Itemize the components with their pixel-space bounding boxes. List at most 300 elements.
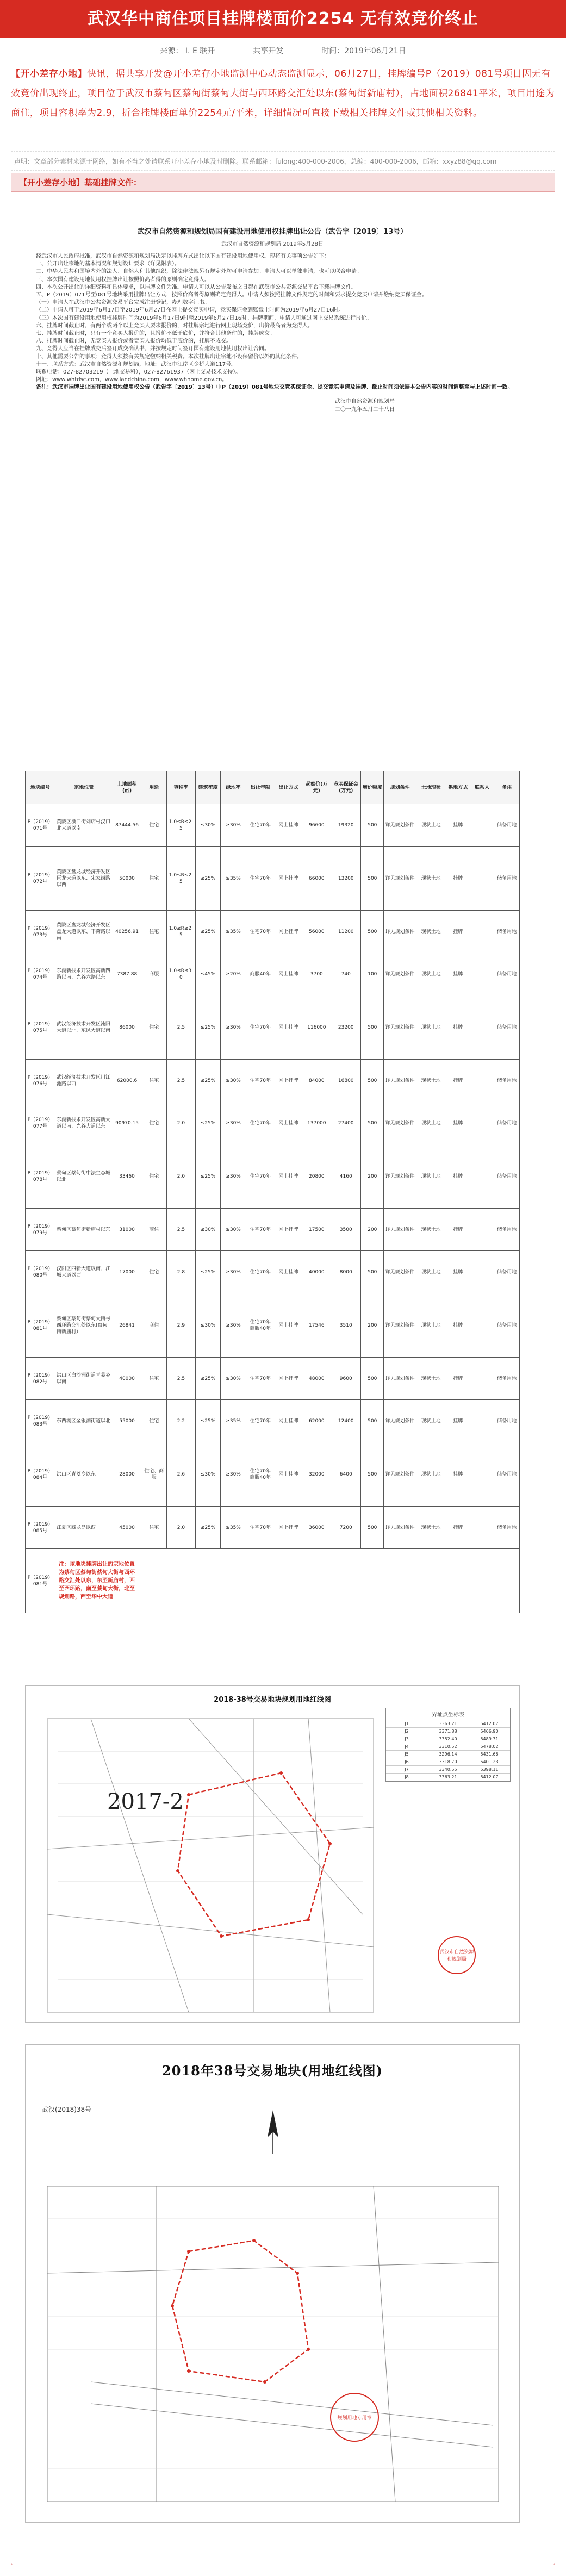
table-row [26,1209,520,1251]
table-cell: 详见规划条件 [384,1144,416,1209]
table-cell: P（2019）077号 [26,1102,55,1144]
document-paragraph: 一、公开出让宗地的基本情况和规划设计要求（详见附表）。 [36,261,180,267]
parcel-map-1 [25,1685,520,2023]
table-cell: 储备用地 [494,1144,520,1209]
table-cell: ≤25% [195,1251,221,1293]
table-cell: 储备用地 [494,1102,520,1144]
table-note-row [26,1549,520,1613]
table-cell: 储备用地 [494,1442,520,1507]
table-cell: 商服40年 [246,953,275,995]
table-cell: 13200 [331,847,361,911]
coordinate-cell: 5401.23 [480,1759,499,1764]
table-cell: ≥30% [221,1102,246,1144]
table-cell: 200 [361,1209,384,1251]
document-number: 武汉市自然资源和规划局 2019年5月28日 [221,241,324,247]
table-note-text: 注：该地块挂牌出让的宗地位置为蔡甸区蔡甸街蔡甸大街与西环路交汇处以东，东至新庙村，西至西环路，南至蔡甸大街，北至规划路，西至华中大道 [55,1549,141,1613]
document-paragraph: 二、中华人民共和国境内外的法人、自然人和其他组织，除法律法规另有规定外均可申请参加。申请人可以单独申请，也可以联合申请。 [36,269,362,275]
table-cell: 详见规划条件 [384,804,416,847]
table-cell [470,995,494,1060]
table-cell: P（2019）078号 [26,1144,55,1209]
table-cell: 网上挂牌 [275,804,302,847]
table-cell: 详见规划条件 [384,847,416,911]
table-cell: 储备用地 [494,1507,520,1549]
table-cell: P（2019）074号 [26,953,55,995]
table-cell: 储备用地 [494,804,520,847]
table-header-cell: 供地方式 [446,771,470,804]
table-header-cell: 出让年限 [246,771,275,804]
table-cell: 55000 [113,1400,141,1442]
table-row [26,1144,520,1209]
table-cell: ≤25% [195,1060,221,1102]
table-row [26,1507,520,1549]
table-row [26,1293,520,1358]
table-cell: 62000.6 [113,1060,141,1102]
table-cell: 23200 [331,995,361,1060]
meta-author: 共享开发 [253,46,284,55]
table-cell: 详见规划条件 [384,1209,416,1251]
parcel-map-2 [25,2044,520,2523]
table-cell: 住宅 [141,1060,167,1102]
table-cell: 蔡甸区蔡甸街蔡甸大街与西环路交汇处以东(蔡甸街新庙村） [55,1293,113,1358]
table-cell: 详见规划条件 [384,911,416,953]
table-cell: 500 [361,1507,384,1549]
table-cell: 17500 [302,1209,331,1251]
coordinate-cell: 3318.70 [439,1759,457,1764]
table-cell: ≥30% [221,1293,246,1358]
table-cell [470,847,494,911]
table-cell: 17000 [113,1251,141,1293]
table-cell: 挂牌 [446,804,470,847]
table-cell: 87444.56 [113,804,141,847]
table-cell: 2.5 [166,995,195,1060]
table-cell: ≤30% [195,1209,221,1251]
table-cell: 500 [361,1251,384,1293]
table-cell: 27400 [331,1102,361,1144]
table-cell: 详见规划条件 [384,1442,416,1507]
table-cell: 26841 [113,1293,141,1358]
copyright-notice: 声明：文章部分素材来源于网络，如有不当之处请联系开小差存小地及时删除。联系邮箱：fulong:400-000-2006，总编：400-000-2006，邮箱：xxyz88@qq.com [11,151,555,171]
map2-drawing [26,2045,520,2523]
table-cell: 1.0≤R≤3.0 [166,953,195,995]
table-cell: 网上挂牌 [275,1251,302,1293]
table-cell: 挂牌 [446,1251,470,1293]
table-cell: 200 [361,1144,384,1209]
table-cell: 住宅 [141,1102,167,1144]
table-cell: 40000 [302,1251,331,1293]
document-paragraph: （一）申请人在武汉市公共资源交易平台完成注册登记，办理数字证书。 [36,300,210,306]
table-cell: 现状土地 [416,804,446,847]
document-title: 武汉市自然资源和规划局国有建设用地使用权挂牌出让公告（武告字〔2019〕13号） [137,228,408,236]
table-cell: 储备用地 [494,1251,520,1293]
table-header-cell: 用途 [141,771,167,804]
coordinate-cell: 3363.21 [439,1721,457,1726]
table-cell: 6400 [331,1442,361,1507]
table-cell: 挂牌 [446,1293,470,1358]
table-cell: 31000 [113,1209,141,1251]
table-cell: 住宅70年 [246,1507,275,1549]
coordinate-cell: J8 [405,1775,409,1779]
table-cell: 500 [361,1358,384,1400]
table-cell: 2.2 [166,1400,195,1442]
table-cell: 网上挂牌 [275,953,302,995]
document-paragraph: 五、P（2019）071号至081号地块采用挂牌出让方式，按照价高者得原则确定竞得人。申请人须按照挂牌文件规定的时间和要求提交竞买申请并缴纳竞买保证金。 [36,292,427,298]
meta-time: 时间：2019年06月21日 [321,46,406,55]
table-cell: ≤25% [195,1358,221,1400]
table-cell: P（2019）075号 [26,995,55,1060]
table-cell: 详见规划条件 [384,1358,416,1400]
table-cell: ≥30% [221,1144,246,1209]
table-cell: 62000 [302,1400,331,1442]
table-cell: 住宅、商服 [141,1442,167,1507]
table-cell: ≤25% [195,1400,221,1442]
table-note-empty [141,1549,520,1613]
table-cell: 网上挂牌 [275,1293,302,1358]
table-cell [470,1400,494,1442]
table-cell: P（2019）081号 [26,1293,55,1358]
parcel-table [25,771,520,1613]
table-cell: 住宅 [141,911,167,953]
table-cell: 2.0 [166,1144,195,1209]
table-cell: 详见规划条件 [384,1251,416,1293]
table-cell: 网上挂牌 [275,995,302,1060]
table-cell: P（2019）080号 [26,1251,55,1293]
table-cell: 现状土地 [416,911,446,953]
document-paragraph: 三、本次国有建设用地使用权挂牌出让按照价高者得的原则确定竞得人。 [36,276,210,283]
coordinate-cell: 5431.66 [480,1752,499,1757]
article-summary [11,64,555,123]
table-cell: 现状土地 [416,1442,446,1507]
table-cell: 网上挂牌 [275,1102,302,1144]
table-cell: 住宅 [141,1251,167,1293]
table-cell: 东湖新技术开发区高新四路以南、光谷六路以东 [55,953,113,995]
table-cell: 储备用地 [494,1209,520,1251]
table-cell: P（2019）073号 [26,911,55,953]
summary-text: 快讯，据共享开发@开小差存小地监测中心动态监测显示，06月27日，挂牌编号P（2019）081号项目因无有效竞价出现终止，项目位于武汉市蔡甸区蔡甸街蔡甸大街与西环路交汇处以东(蔡甸街新庙村），占地面积26841平米，项目用途为商住，项目容积率为2.9，折合挂牌楼面单价2254元/平米，详细情况可直接下载相关挂牌文件或其他相关资料。 [11,69,555,119]
table-row [26,804,520,847]
table-cell: 3500 [331,1209,361,1251]
table-cell: ≤30% [195,804,221,847]
table-cell: 200 [361,1293,384,1358]
announcement-document [25,227,520,414]
coordinate-row [386,1735,510,1743]
table-cell: 116000 [302,995,331,1060]
document-paragraph: 九、竞得人应当在挂牌成交后签订成交确认书，并按规定时间签订国有建设用地使用权出让合同。 [36,346,270,352]
table-cell: ≤25% [195,995,221,1060]
table-cell: P（2019）085号 [26,1507,55,1549]
document-paragraph: 七、挂牌时间截止时，只有一个竞买人报价的，且报价不低于底价，并符合其他条件的，挂牌成交。 [36,331,275,337]
table-cell [470,1293,494,1358]
table-cell: ≥20% [221,953,246,995]
table-header-cell: 建筑密度 [195,771,221,804]
table-cell: 现状土地 [416,1293,446,1358]
table-cell: ≥30% [221,1209,246,1251]
table-cell: 网上挂牌 [275,847,302,911]
table-cell: 洪山区白沙洲街道青菱乡以南 [55,1358,113,1400]
table-cell: 黄陂区盘龙城经济开发区巨龙大道以东、宋家岗路以西 [55,847,113,911]
document-paragraph: 十、其他需要公告的事项：竞得人须按有关规定缴纳相关税费。本次挂牌出让宗地不设保留价以外的其他条件。 [36,353,302,360]
table-cell: 挂牌 [446,911,470,953]
table-cell: ≤25% [195,1144,221,1209]
table-cell: 网上挂牌 [275,1507,302,1549]
table-cell [470,1358,494,1400]
table-cell: 500 [361,911,384,953]
table-cell: 住宅70年 [246,911,275,953]
table-cell: 2.9 [166,1293,195,1358]
map2-subtitle: 武汉(2018)38号 [42,2106,92,2113]
table-cell: 黄陂区滠口街刘店村汉口北大道以南 [55,804,113,847]
map2-stamp: 规划用地专用章 [330,2393,379,2442]
table-row [26,995,520,1060]
table-cell: 16800 [331,1060,361,1102]
table-cell: 挂牌 [446,1209,470,1251]
table-row [26,1251,520,1293]
table-cell: 1.0≤R≤2.5 [166,804,195,847]
table-cell: 2.5 [166,1060,195,1102]
table-cell: 储备用地 [494,847,520,911]
document-paragraph: 联系电话：027-82703219（土地交易科），027-82761937（网上交易技术支持）。 [36,369,241,376]
map2-title: 2018年38号交易地块(用地红线图) [162,2063,383,2079]
section-title: 【开小差存小地】基础挂牌文件： [11,173,555,192]
table-cell: 11200 [331,911,361,953]
table-cell: 19320 [331,804,361,847]
table-cell: 详见规划条件 [384,1102,416,1144]
table-cell: 储备用地 [494,1400,520,1442]
table-cell: 住宅 [141,1400,167,1442]
document-paragraph: 网址：www.whtdsc.com，www.landchina.com，www.whhome.gov.cn。 [36,377,228,383]
table-cell: 武汉经济技术开发区沌阳大道以北、东风大道以南 [55,995,113,1060]
table-cell: 2.0 [166,1102,195,1144]
page-title: 武汉华中商住项目挂牌楼面价2254 无有效竞价终止 [88,9,478,28]
document-paragraph: 十一、联系方式：武汉市自然资源和规划局，地址：武汉市江岸区金桥大道117号。 [36,361,237,368]
coordinate-row [386,1720,510,1728]
table-cell [470,804,494,847]
coordinate-cell: 5412.07 [480,1775,499,1779]
table-cell: 500 [361,1442,384,1507]
table-cell: 96600 [302,804,331,847]
table-cell: 现状土地 [416,1102,446,1144]
table-cell: 86000 [113,995,141,1060]
table-cell: ≥30% [221,1060,246,1102]
table-cell: 住宅 [141,995,167,1060]
table-cell: 挂牌 [446,995,470,1060]
coordinate-cell: J5 [405,1752,409,1757]
map1-parcel-label: 2017-2 [107,1789,184,1814]
table-cell: 现状土地 [416,1400,446,1442]
table-cell: 储备用地 [494,995,520,1060]
table-header-cell: 联系人 [470,771,494,804]
table-cell: 56000 [302,911,331,953]
coordinate-cell: 3352.40 [439,1737,457,1741]
table-cell: 40000 [113,1358,141,1400]
coordinate-cell: J6 [405,1759,409,1764]
meta-source: 来源： I. E 联开 [160,46,215,55]
table-cell: ≤25% [195,847,221,911]
table-cell: 28000 [113,1442,141,1507]
table-cell: 住宅 [141,804,167,847]
document-body [25,253,520,384]
table-cell: 现状土地 [416,1251,446,1293]
table-cell: 住宅70年 [246,1144,275,1209]
coordinate-cell: 5478.02 [480,1744,499,1749]
table-cell: 储备用地 [494,953,520,995]
table-row [26,1442,520,1507]
table-cell: 住宅70年 [246,1251,275,1293]
coordinate-cell: 5466.90 [480,1729,499,1734]
table-cell: 2.5 [166,1209,195,1251]
table-cell: 住宅 [141,1144,167,1209]
table-cell: 4160 [331,1144,361,1209]
table-cell: 住宅70年 [246,1400,275,1442]
table-cell: 500 [361,1400,384,1442]
map1-coordinate-table: 界址点坐标表 J1 3363.21 5412.07 J2 3371.88 5466.90 J3 3352.40 5489.31 J4 3310.52 5478.02 J5 3296.14 5431.66 J6 3318.70 5401.23 J7 3340.55 5398.11 J8 3363.21 5412.07 [385,1708,511,1782]
table-row [26,1060,520,1102]
table-cell: 现状土地 [416,953,446,995]
table-cell [470,953,494,995]
table-header-cell: 起始价(万元) [302,771,331,804]
table-cell: 1.0≤R≤2.5 [166,911,195,953]
coordinate-cell: J7 [405,1767,409,1772]
table-cell: 2.6 [166,1442,195,1507]
table-cell: 住宅70年 [246,847,275,911]
coordinate-row [386,1751,510,1758]
table-cell [470,1442,494,1507]
table-cell: 详见规划条件 [384,953,416,995]
table-cell: 详见规划条件 [384,1507,416,1549]
table-cell: 住宅70年 [246,804,275,847]
table-body [26,804,520,1613]
table-cell: 挂牌 [446,847,470,911]
table-cell: 网上挂牌 [275,1442,302,1507]
coordinate-row [386,1758,510,1766]
table-cell: 8000 [331,1251,361,1293]
table-cell: P（2019）076号 [26,1060,55,1102]
table-cell: 12400 [331,1400,361,1442]
table-cell: 储备用地 [494,1358,520,1400]
table-cell: 网上挂牌 [275,911,302,953]
coordinate-cell: 3371.88 [439,1729,457,1734]
table-cell: 33460 [113,1144,141,1209]
document-paragraph: 八、挂牌时间截止时，无竞买人报价或者竞买人报价均低于底价的，挂牌不成交。 [36,338,232,345]
table-cell: P（2019）083号 [26,1400,55,1442]
table-header-cell: 出让方式 [275,771,302,804]
table-cell: 500 [361,1060,384,1102]
table-cell: P（2019）079号 [26,1209,55,1251]
table-cell: 网上挂牌 [275,1060,302,1102]
table-cell [470,1060,494,1102]
table-cell: 住宅70年 [246,1358,275,1400]
table-cell: 住宅70年 商服40年 [246,1442,275,1507]
table-cell: 66000 [302,847,331,911]
document-bold-note: 备注：武汉市挂牌出让国有建设用地使用权公告（武告字〔2019〕13号）中P（2019）081号地块交竞买保证金、提交竞买申请及挂牌、截止时间须依据本公告内容的时间调整至与上述时间一致。 [36,384,513,391]
table-cell: 现状土地 [416,1507,446,1549]
table-cell: 36000 [302,1507,331,1549]
table-cell: 蔡甸区蔡甸街新庙村以东 [55,1209,113,1251]
table-header-cell: 地块编号 [26,771,55,804]
table-cell: 100 [361,953,384,995]
table-cell: 500 [361,847,384,911]
table-cell: 住宅 [141,1358,167,1400]
table-cell: 3700 [302,953,331,995]
table-cell: ≥35% [221,1507,246,1549]
table-header-cell: 增价幅度 [361,771,384,804]
table-cell: P（2019）072号 [26,847,55,911]
table-cell: ≤25% [195,1507,221,1549]
table-cell: P（2019）071号 [26,804,55,847]
document-paragraph: （二）申请人可于2019年6月17日至2019年6月27日在网上提交竞买申请，竞买保证金到账截止时间为2019年6月27日16时。 [36,307,344,314]
document-paragraph: 六、挂牌时间截止时，有两个或两个以上竞买人要求报价的，对挂牌宗地进行网上现场竞价，出价最高者为竞得人。 [36,322,313,329]
table-cell [470,911,494,953]
table-cell [470,1144,494,1209]
coordinate-row [386,1766,510,1774]
table-cell: 挂牌 [446,953,470,995]
table-cell: 3510 [331,1293,361,1358]
table-cell: 住宅70年 [246,1102,275,1144]
table-header-cell: 宗地位置 [55,771,113,804]
table-cell [470,1102,494,1144]
table-header-cell: 土地面积(㎡) [113,771,141,804]
table-cell: ≥35% [221,847,246,911]
table-cell: 详见规划条件 [384,995,416,1060]
coordinate-cell: 3310.52 [439,1744,457,1749]
table-row [26,847,520,911]
table-cell: 现状土地 [416,1358,446,1400]
coordinate-row [386,1728,510,1735]
table-cell: 20800 [302,1144,331,1209]
table-cell: 详见规划条件 [384,1060,416,1102]
table-cell: 1.0≤R≤2.5 [166,847,195,911]
table-header-cell: 绿地率 [221,771,246,804]
table-cell: 住宅70年 商服40年 [246,1293,275,1358]
article-meta [0,38,566,63]
table-row [26,1400,520,1442]
coordinate-cell: J3 [405,1737,409,1741]
table-row [26,953,520,995]
document-paragraph: 经武汉市人民政府批准，武汉市自然资源和规划局决定以挂牌方式出让以下国有建设用地使用权。现将有关事项公告如下： [36,253,329,259]
table-cell: ≥30% [221,1358,246,1400]
table-cell: 网上挂牌 [275,1144,302,1209]
table-cell: 挂牌 [446,1507,470,1549]
table-cell: ≥30% [221,1442,246,1507]
table-cell: 网上挂牌 [275,1358,302,1400]
table-note-label: P（2019）081号 [26,1549,55,1613]
table-cell: 洪山区青菱乡以东 [55,1442,113,1507]
table-cell: 50000 [113,847,141,911]
table-cell: 住宅70年 [246,995,275,1060]
table-header-cell: 备注 [494,771,520,804]
document-paragraph: （三）本次国有建设用地使用权挂牌时间为2019年6月17日9时至2019年6月27日16时。挂牌期间，申请人可通过网上交易系统进行报价。 [36,315,372,321]
table-cell: 500 [361,995,384,1060]
table-cell: 2.5 [166,1358,195,1400]
table-cell: 40256.91 [113,911,141,953]
table-cell: 东湖新技术开发区高新大道以南、光谷大道以东 [55,1102,113,1144]
page-header [0,0,566,38]
table-cell: 现状土地 [416,1144,446,1209]
coordinate-cell: 3296.14 [439,1752,457,1757]
table-cell: ≥30% [221,804,246,847]
table-cell: 网上挂牌 [275,1209,302,1251]
table-cell: ≤30% [195,1293,221,1358]
table-cell: P（2019）082号 [26,1358,55,1400]
table-cell [470,1209,494,1251]
table-cell [470,1251,494,1293]
table-cell: 蔡甸区蔡甸街中法生态城以北 [55,1144,113,1209]
table-cell: 7200 [331,1507,361,1549]
table-cell: 住宅70年 [246,1209,275,1251]
table-cell: 现状土地 [416,1060,446,1102]
table-cell: 商住 [141,1209,167,1251]
coordinate-cell: 3340.55 [439,1767,457,1772]
table-cell: 现状土地 [416,995,446,1060]
